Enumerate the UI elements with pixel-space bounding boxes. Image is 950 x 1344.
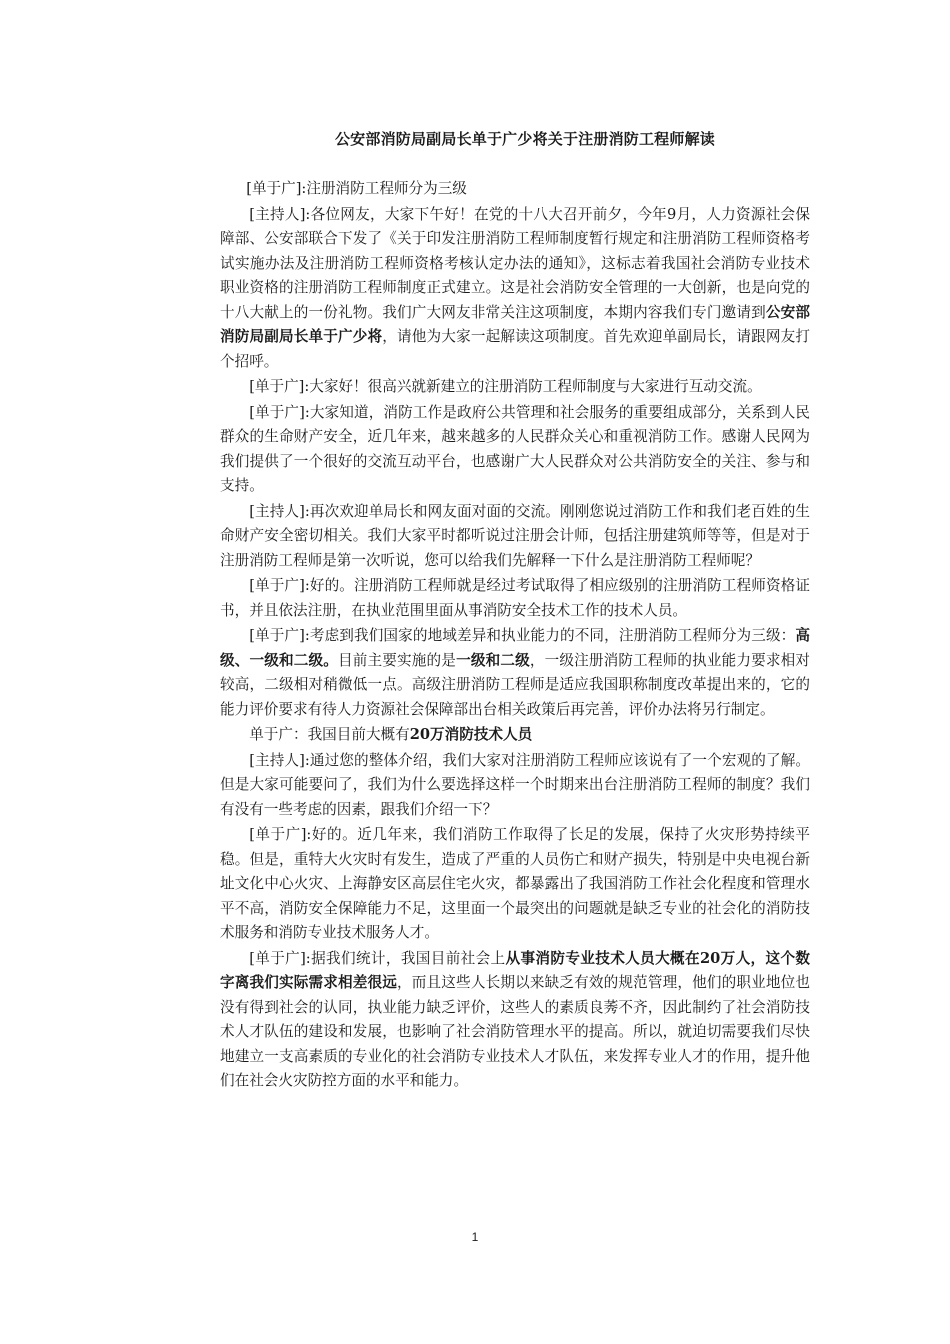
text-run: [单于广]:注册消防工程师分为三级: [246, 180, 467, 197]
paragraph: [220, 624, 810, 722]
text-run: ，一级注册消防工程师的执业能力要求相对较高，二级相对稍微低一点。高级注册消防工程师是适应我国职称制度改革提出来的，它的能力评价要求有待人力资源社会保障部出台相关政策后再完善，评价办法将另行制定。: [220, 651, 810, 718]
text-run: [单于广]:据我们统计，我国目前社会上: [249, 949, 506, 967]
paragraph: [220, 401, 810, 499]
text-run: [主持人]:通过您的整体介绍，我们大家对注册消防工程师应该说有了一个宏观的了解。但是大家可能要问了，我们为什么要选择这样一个时期来出台注册消防工程师的制度？我们有没有一些考虑的因素，跟我们介绍一下？: [220, 751, 810, 818]
bold-text: 高级、一级和二级。: [220, 627, 810, 669]
text-run: 单于广：我国目前大概有: [249, 726, 410, 743]
text-run: [主持人]:再次欢迎单局长和网友面对面的交流。刚刚您说过消防工作和我们老百姓的生命财产安全密切相关。我们大家平时都听说过注册会计师，包括注册建筑师等等，但是对于注册消防工程师是第一次听说，您可以给我们先解释一下什么是注册消防工程师呢？: [220, 502, 810, 569]
paragraph: [220, 947, 810, 1094]
paragraph: [220, 749, 810, 823]
text-run: 目前主要实施的是: [338, 651, 457, 669]
paragraph: [220, 203, 810, 375]
bold-text: 公安部消防局副局长单于广少将: [220, 303, 810, 345]
text-run: ，而且这些人长期以来缺乏有效的规范管理，他们的职业地位也没有得到社会的认同，执业能力缺乏评价，这些人的素质良莠不齐，因此制约了社会消防技术人才队伍的建设和发展，也影响了社会消防管理水平的提高。所以，就迫切需要我们尽快地建立一支高素质的专业化的社会消防专业技术人才队伍，来发挥专业人才的作用，提升他们在社会火灾防控方面的水平和能力。: [220, 974, 810, 1089]
bold-text: 一级和二级: [456, 651, 530, 669]
text-run: [单于广]:好的。近几年来，我们消防工作取得了长足的发展，保持了火灾形势持续平稳。但是，重特大火灾时有发生，造成了严重的人员伤亡和财产损失，特别是中央电视台新址文化中心火灾、上海静安区高层住宅火灾，都暴露出了我国消防工作社会化程度和管理水平不高，消防安全保障能力不足，这里面一个最突出的问题就是缺乏专业的社会化的消防技术服务和消防专业技术服务人才。: [220, 826, 810, 941]
paragraph: [220, 574, 810, 623]
text-run: [单于广]:大家好！很高兴就新建立的注册消防工程师制度与大家进行互动交流。: [249, 378, 762, 395]
document-title: 公安部消防局副局长单于广少将关于注册消防工程师解读: [334, 130, 715, 148]
bold-text: 从事消防专业技术人员大概在20万人，这个数字离我们实际需求相差很远: [220, 949, 810, 991]
text-run: [单于广]:考虑到我们国家的地域差异和执业能力的不同，注册消防工程师分为三级：: [249, 627, 796, 644]
paragraph: [220, 500, 810, 574]
paragraph: [220, 723, 810, 748]
section-heading: [220, 177, 810, 202]
text-run: [单于广]:好的。注册消防工程师就是经过考试取得了相应级别的注册消防工程师资格证书，并且依法注册，在执业范围里面从事消防安全技术工作的技术人员。: [220, 577, 810, 619]
paragraph: [220, 375, 810, 400]
document-body: [220, 177, 810, 1094]
text-run: [主持人]:各位网友，大家下午好！在党的十八大召开前夕，今年9月，人力资源社会保障部、公安部联合下发了《关于印发注册消防工程师制度暂行规定和注册消防工程师资格考试实施办法及注册消防工程师资格考核认定办法的通知》，这标志着我国社会消防专业技术职业资格的注册消防工程师制度正式建立。这是社会消防安全管理的一大创新，也是向党的十八大献上的一份礼物。我们广大网友非常关注这项制度，本期内容我们专门邀请到: [220, 205, 810, 321]
text-run: [单于广]:大家知道，消防工作是政府公共管理和社会服务的重要组成部分，关系到人民群众的生命财产安全，近几年来，越来越多的人民群众关心和重视消防工作。感谢人民网为我们提供了一个很好的交流互动平台，也感谢广大人民群众对公共消防安全的关注、参与和支持。: [220, 403, 810, 494]
bold-text: 20万消防技术人员: [409, 726, 533, 743]
paragraph: [220, 823, 810, 946]
text-run: ，请他为大家一起解读这项制度。首先欢迎单副局长，请跟网友打个招呼。: [220, 328, 810, 370]
page-number: 1: [471, 1230, 479, 1244]
